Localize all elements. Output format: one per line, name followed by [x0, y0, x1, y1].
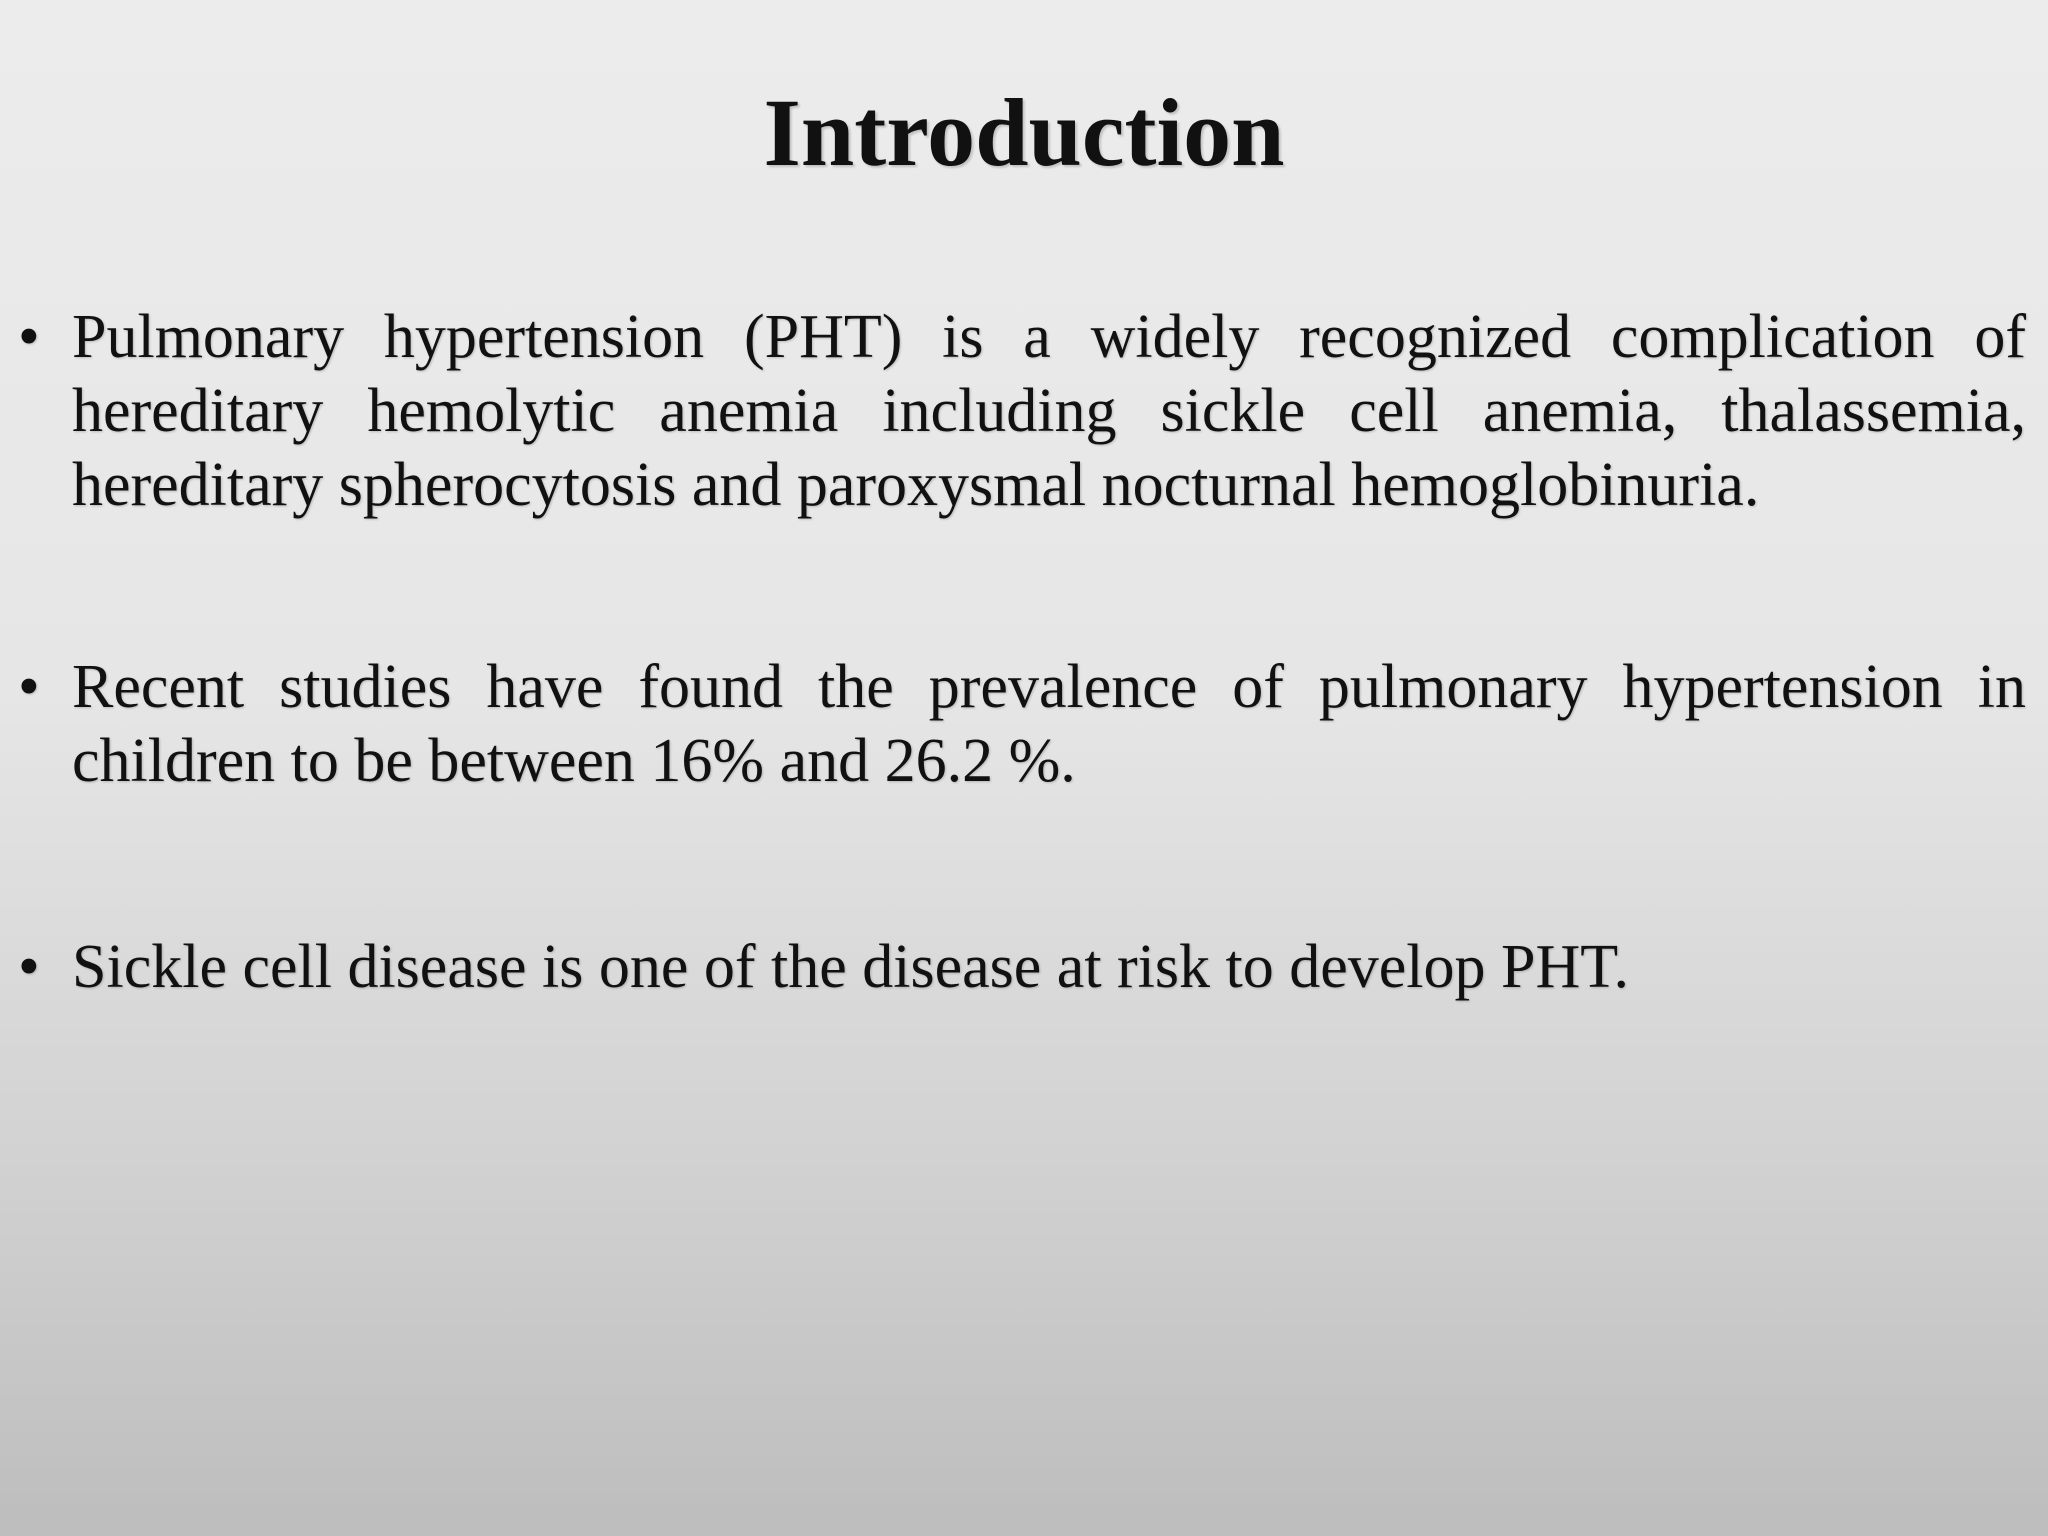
bullet-marker: • [18, 933, 40, 1001]
bullet-marker: • [18, 653, 40, 721]
slide-title: Introduction [763, 79, 1285, 186]
bullet-text: Pulmonary hypertension (PHT) is a widely recognized complication of hereditary hemolytic anemia including sickle cell anemia, thalassemia, hereditary spherocytosis and paroxysmal nocturnal hemoglobinuria. [72, 303, 2026, 519]
bullet-marker: • [18, 303, 40, 371]
bullet-text: Recent studies have found the prevalence of pulmonary hypertension in children to be between 16% and 26.2 %. [72, 653, 2026, 795]
bullet-text: Sickle cell disease is one of the disease at risk to develop PHT. [72, 933, 1630, 1001]
